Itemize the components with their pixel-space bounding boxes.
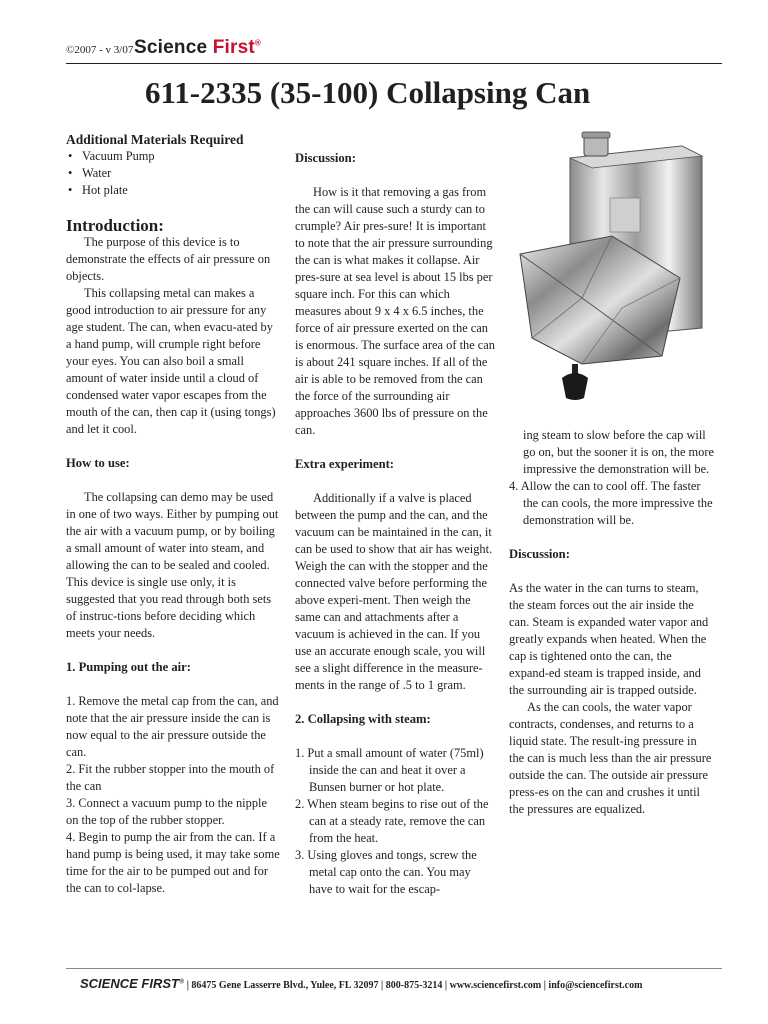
footer-rule	[66, 968, 722, 969]
page-title: 611-2335 (35-100) Collapsing Can	[145, 75, 591, 110]
steam-heading: 2. Collapsing with steam:	[295, 712, 431, 726]
footer-brand: SCIENCE FIRST	[80, 976, 179, 991]
steam-steps	[295, 745, 497, 898]
version-label: ©2007 - v 3/07	[66, 44, 134, 56]
howto-heading: How to use:	[66, 456, 130, 470]
materials-item: • Vacuum Pump	[66, 148, 281, 165]
footer-brand-mark: ®	[178, 977, 185, 986]
header-rule	[66, 63, 722, 64]
pump-step: 2. Fit the rubber stopper into the mouth of the can	[66, 762, 275, 793]
discussion-paragraph: How is it that removing a gas from the can will cause such a sturdy can to crumple? Air pres-sure! It is important to note that the air pressure surrounding the can is what makes it collapse. Air pres-sure at sea level is about 15 lbs per square inch. For this can which measures about 9 x 4 x 6.5 inches, the force of air pressure exerted on the can is enormous. The surface area of the can is about 241 square inches. If all of the air is able to be removed from the can the force of the surrounding air approaches 3600 lbs of pressure on the can.	[295, 185, 495, 437]
column-1	[66, 131, 281, 897]
pump-step: 3. Connect a vacuum pump to the nipple on the top of the rubber stopper.	[66, 796, 267, 827]
steam-step: 2. When steam begins to rise out of the can at a steady rate, remove the can from the heat.	[295, 797, 489, 845]
discussion2-heading: Discussion:	[509, 547, 570, 561]
discussion2-paragraph-1: As the water in the can turns to steam, the steam forces out the air inside the can. Steam is expanded water vapor and greatly expands when heated. When the cap is tightened onto the can, the expand-ed steam is trapped inside, and the surrounding air is trapped outside.	[509, 581, 709, 697]
materials-item: • Hot plate	[66, 182, 281, 199]
pump-heading: 1. Pumping out the air:	[66, 660, 191, 674]
steam-step: 3. Using gloves and tongs, screw the metal cap onto the can. You may have to wait for the escap-	[295, 848, 477, 896]
intro-heading: Introduction:	[66, 216, 164, 235]
steam-step: 4. Allow the can to cool off. The faster the can cools, the more impressive the demonstration will be.	[509, 479, 713, 527]
intro-paragraph-1: The purpose of this device is to demonstrate the effects of air pressure on objects.	[66, 235, 271, 283]
discussion2-paragraph-2: As the can cools, the water vapor contracts, condenses, and returns to a liquid state. The result-ing pressure in the can is much less than the air pressure outside the can. The outside air pressure press-es on the can and crushes it until the pressures are equalized.	[509, 700, 712, 816]
materials-item: • Water	[66, 165, 281, 182]
howto-paragraph: The collapsing can demo may be used in one of two ways. Either by pumping out the air with a vacuum pump, or by boiling a small amount of water into steam, and allowing the can to be sealed and cooled. This device is single use only, it is suggested that you read through both sets of instruc-tions before deciding which meets your needs.	[66, 490, 279, 640]
column-3	[509, 427, 714, 818]
column-2	[295, 150, 497, 898]
materials-heading: Additional Materials Required	[66, 132, 244, 147]
steam-steps-cont	[509, 478, 714, 529]
materials-list	[66, 148, 281, 199]
rubber-stopper	[562, 364, 588, 400]
brand-mark: ®	[254, 38, 262, 48]
pump-step: 4. Begin to pump the air from the can. If a hand pump is being used, it may take some time for the air to be pumped out and for the can to col-lapse.	[66, 830, 280, 895]
steam-step: 1. Put a small amount of water (75ml) inside the can and heat it over a Bunsen burner or hot plate.	[295, 746, 484, 794]
pump-step: 1. Remove the metal cap from the can, and note that the air pressure inside the can is now equal to the air pressure outside the can.	[66, 694, 279, 759]
brand-logo	[134, 37, 261, 59]
steam-step-continued: ing steam to slow before the cap will go on, but the sooner it is on, the more impressive the demonstration will be.	[523, 428, 714, 476]
discussion-heading: Discussion:	[295, 151, 356, 165]
extra-paragraph: Additionally if a valve is placed between the pump and the can, and the vacuum can be maintained in the can, it can be used to show that air has weight. Weigh the can with the stopper and the connected valve before performing the above experi-ment. Then weigh the same can and attachments after a vacuum is achieved in the can. If you use an accurate enough scale, you will see a slight difference in the measure-ments in the range of .5 to 1 gram.	[295, 491, 493, 692]
footer	[80, 976, 720, 991]
brand-part1: Science	[134, 37, 208, 58]
collapsing-can-photo	[512, 128, 712, 400]
extra-heading: Extra experiment:	[295, 457, 394, 471]
brand-part2: First	[212, 37, 255, 58]
footer-address: | 86475 Gene Lasserre Blvd., Yulee, FL 32097 | 800-875-3214 | www.sciencefirst.com | info@sciencefirst.com	[184, 980, 643, 991]
intro-paragraph-2: This collapsing metal can makes a good introduction to air pressure for any age student. The can, when evacu-ated by a hand pump, will crumple right before your eyes. You can also boil a small amount of water inside until a cloud of condensed water vapor escapes from the mouth of the can, then cap it (using tongs) and let it cool.	[66, 286, 276, 436]
